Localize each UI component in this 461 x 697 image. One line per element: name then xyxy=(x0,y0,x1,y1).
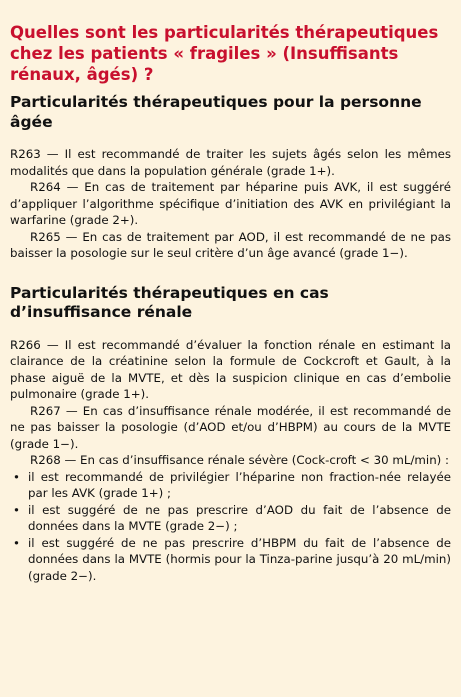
recommendation-r264: R264 — En cas de traitement par héparine puis AVK, il est suggéré d’appliquer l’algorithme spécifique d’initiation des AVK en privilégiant la warfarine (grade 2+). xyxy=(10,180,451,227)
recommendation-r267: R267 — En cas d’insuffisance rénale modérée, il est recommandé de ne pas baisser la posologie (d’AOD et/ou d’HBPM) au cours de la MVTE (grade 1−). xyxy=(10,403,451,451)
recommendation-r265: R265 — En cas de traitement par AOD, il est recommandé de ne pas baisser la posologie sur le seul critère d’un âge avancé (grade 1−). xyxy=(10,229,451,260)
recommendation-r263: R263 — Il est recommandé de traiter les sujets âgés selon les mêmes modalités que dans la population générale (grade 1+). xyxy=(10,147,451,178)
list-item xyxy=(10,535,451,585)
bullet-text: il est suggéré de ne pas prescrire d’HBPM du fait de l’absence de données dans la MVTE (hormis pour la Tinza-parine jusqu’à 20 mL/min) (grade 2−). xyxy=(28,535,451,583)
bullet-text: il est suggéré de ne pas prescrire d’AOD du fait de l’absence de données dans la MVTE (grade 2−) ; xyxy=(28,502,451,533)
bullet-text: il est recommandé de privilégier l’héparine non fraction-née relayée par les AVK (grade 1+) ; xyxy=(28,469,451,500)
main-title: Quelles sont les particularités thérapeutiques chez les patients « fragiles » (Insuffisants rénaux, âgés) ? xyxy=(10,23,439,84)
bullet-icon: • xyxy=(13,469,20,484)
section-title-elderly: Particularités thérapeutiques pour la personne âgée xyxy=(10,93,422,131)
recommendation-r268: R268 — En cas d’insuffisance rénale sévère (Cock-croft < 30 mL/min) : xyxy=(30,453,450,467)
list-item xyxy=(10,469,451,502)
bullet-icon: • xyxy=(13,535,20,550)
r268-bullet-list xyxy=(10,469,451,585)
bullet-icon: • xyxy=(13,502,20,517)
section-title-renal: Particularités thérapeutiques en cas d’insuffisance rénale xyxy=(10,283,329,321)
list-item xyxy=(10,502,451,535)
recommendation-r266: R266 — Il est recommandé d’évaluer la fonction rénale en estimant la clairance de la créatinine selon la formule de Cockcroft et Gault, à la phase aiguë de la MVTE, et dès la suspicion clinique en cas d’embolie pulmonaire (grade 1+). xyxy=(10,337,451,401)
